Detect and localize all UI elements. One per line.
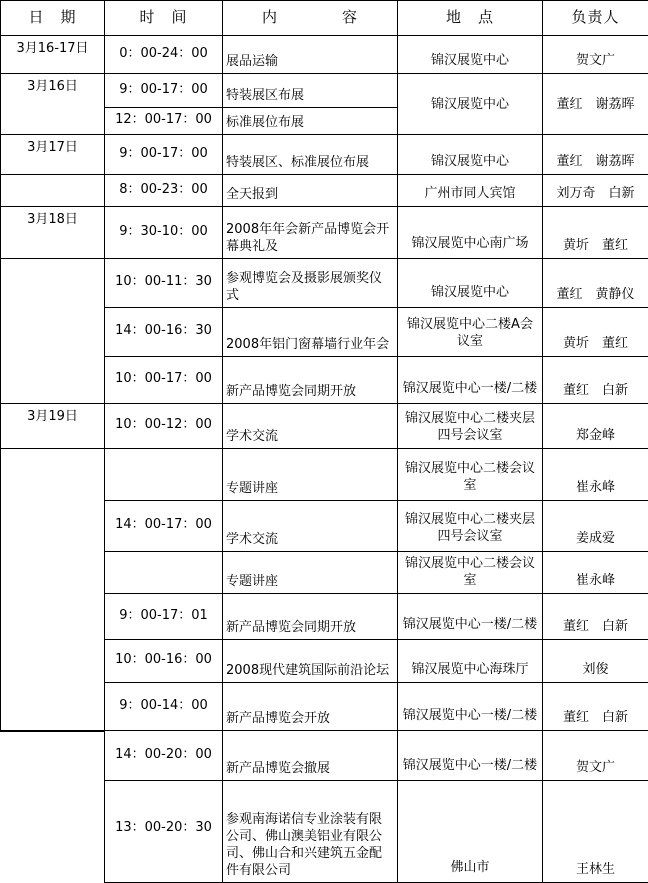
time-cell — [104, 730, 223, 781]
location-text: 锦汉展览中心 — [430, 97, 509, 112]
date-cell — [0, 448, 105, 731]
content-cell — [222, 403, 398, 449]
owner-text: 崔永峰 — [575, 573, 615, 588]
location-text: 锦汉展览中心二楼A会议室 — [407, 317, 533, 349]
owner-text: 黄圻 董红 — [562, 238, 628, 253]
owner-cell — [542, 35, 648, 74]
time-text: 9：00-17：01 — [119, 607, 208, 623]
owner-cell — [542, 307, 648, 357]
content-cell — [222, 206, 398, 259]
owner-text: 郑金峰 — [575, 428, 615, 443]
time-text: 14：00-17：00 — [115, 517, 212, 532]
owner-cell — [542, 500, 648, 552]
owner-cell — [542, 593, 648, 640]
date-cell — [0, 73, 105, 135]
location-cell — [397, 730, 543, 781]
time-text: 9：30-10：00 — [119, 223, 208, 239]
location-text: 锦汉展览中心海珠厅 — [411, 662, 529, 677]
content-cell — [222, 639, 398, 683]
time-cell — [104, 258, 223, 308]
owner-cell — [542, 134, 648, 175]
content-text: 新产品博览会撤展 — [226, 761, 331, 776]
content-text: 2008年铝门窗幕墙行业年会 — [226, 337, 390, 352]
content-cell — [222, 35, 398, 74]
content-text: 2008现代建筑国际前沿论坛 — [226, 663, 390, 678]
time-text: 14：00-16：30 — [115, 323, 212, 338]
location-text: 锦汉展览中心一楼/二楼 — [402, 381, 538, 396]
location-cell — [397, 593, 543, 640]
location-text: 锦汉展览中心二楼夹层四号会议室 — [404, 411, 535, 443]
date-cell — [0, 35, 105, 74]
content-text: 新产品博览会同期开放 — [226, 384, 357, 399]
location-text: 锦汉展览中心二楼夹层四号会议室 — [404, 512, 535, 544]
owner-cell — [542, 780, 648, 883]
owner-text: 贺文广 — [575, 53, 615, 68]
owner-text: 姜成爱 — [575, 531, 615, 546]
content-text: 2008年年会新产品博览会开幕典礼及 — [226, 222, 390, 254]
owner-text: 刘万奇 白新 — [556, 186, 635, 201]
content-cell — [222, 780, 398, 883]
owner-cell — [542, 551, 648, 594]
time-text: 9：00-17：00 — [119, 81, 208, 97]
content-text: 新产品博览会同期开放 — [226, 620, 357, 635]
location-text: 锦汉展览中心南广场 — [411, 236, 529, 251]
time-cell — [104, 403, 223, 449]
content-text: 专题讲座 — [226, 574, 279, 589]
date-text: 3月18日 — [27, 212, 78, 227]
owner-text: 刘俊 — [582, 662, 609, 677]
date-cell — [0, 134, 105, 175]
owner-cell — [542, 73, 648, 135]
location-cell — [397, 174, 543, 207]
content-cell — [222, 307, 398, 357]
header-date-cell — [0, 0, 105, 36]
content-text: 特装展区、标准展位布展 — [226, 155, 370, 170]
content-cell — [222, 730, 398, 781]
date-text: 3月16-17日 — [16, 41, 89, 56]
content-cell — [222, 258, 398, 308]
time-text: 10：00-17：00 — [115, 371, 212, 386]
content-cell — [222, 356, 398, 404]
location-cell — [397, 35, 543, 74]
time-cell — [104, 551, 223, 594]
location-cell — [397, 73, 543, 135]
location-cell — [397, 448, 543, 501]
time-text: 13：00-20：30 — [115, 820, 212, 835]
location-cell — [397, 639, 543, 683]
location-text: 锦汉展览中心二楼会议室 — [404, 461, 535, 493]
location-text: 锦汉展览中心一楼/二楼 — [402, 617, 538, 632]
location-cell — [397, 551, 543, 594]
content-cell — [222, 682, 398, 731]
content-cell — [222, 500, 398, 552]
time-text: 12：00-17：00 — [115, 112, 212, 127]
content-text: 学术交流 — [226, 429, 279, 444]
content-cell — [222, 551, 398, 594]
header-content: 内 容 — [261, 8, 358, 26]
owner-text: 董红 谢荔晖 — [556, 154, 635, 169]
content-cell — [222, 107, 398, 135]
header-location: 地 点 — [445, 8, 494, 26]
time-text: 9：00-17：00 — [119, 145, 208, 161]
content-text: 标准展位布展 — [226, 115, 305, 130]
location-cell — [397, 500, 543, 552]
time-text: 0：00-24：00 — [119, 45, 208, 61]
location-text: 佛山市 — [450, 860, 490, 875]
content-text: 全天报到 — [226, 187, 279, 202]
date-text: 3月17日 — [27, 140, 78, 155]
owner-text: 董红 白新 — [562, 619, 628, 634]
time-cell — [104, 35, 223, 74]
content-text: 学术交流 — [226, 532, 279, 547]
location-cell — [397, 206, 543, 259]
date-cell — [0, 174, 105, 207]
header-owner-cell — [542, 0, 648, 36]
location-text: 锦汉展览中心二楼会议室 — [404, 556, 535, 588]
time-cell — [104, 500, 223, 552]
location-cell — [397, 780, 543, 883]
content-text: 参观博览会及摄影展颁奖仪式 — [226, 271, 383, 303]
time-text: 8：00-23：00 — [119, 181, 208, 197]
owner-text: 黄圻 董红 — [562, 336, 628, 351]
owner-cell — [542, 682, 648, 731]
time-cell — [104, 639, 223, 683]
content-cell — [222, 134, 398, 175]
date-cell — [0, 403, 105, 449]
date-text: 3月16日 — [27, 79, 78, 94]
time-text: 10：00-12：00 — [115, 417, 212, 432]
time-text: 10：00-11：30 — [115, 274, 212, 289]
owner-cell — [542, 356, 648, 404]
owner-text: 董红 黄静仪 — [556, 287, 635, 302]
time-cell — [104, 307, 223, 357]
location-cell — [397, 258, 543, 308]
header-owner: 负责人 — [571, 8, 620, 26]
date-cell — [0, 258, 105, 404]
content-text: 特装展区布展 — [226, 88, 305, 103]
header-location-cell — [397, 0, 543, 36]
location-cell — [397, 682, 543, 731]
time-text: 14：00-20：00 — [115, 746, 212, 762]
content-text: 展品运输 — [226, 54, 279, 69]
header-content-cell — [222, 0, 398, 36]
owner-text: 王林生 — [575, 862, 615, 877]
date-cell — [0, 730, 105, 732]
content-cell — [222, 593, 398, 640]
location-text: 广州市同人宾馆 — [424, 186, 516, 201]
header-date: 日 期 — [28, 8, 77, 26]
time-cell — [104, 174, 223, 207]
time-cell — [104, 73, 223, 108]
location-cell — [397, 356, 543, 404]
time-cell — [104, 206, 223, 259]
location-cell — [397, 134, 543, 175]
content-text: 新产品博览会开放 — [226, 711, 331, 726]
owner-cell — [542, 206, 648, 259]
owner-text: 董红 白新 — [562, 383, 628, 398]
header-time-cell — [104, 0, 223, 36]
date-text: 3月19日 — [27, 409, 78, 424]
owner-cell — [542, 403, 648, 449]
header-time: 时 间 — [139, 8, 188, 26]
time-text: 10：00-16：00 — [115, 652, 212, 667]
content-text: 专题讲座 — [226, 481, 279, 496]
content-cell — [222, 73, 398, 108]
owner-text: 贺文广 — [575, 760, 615, 775]
content-text: 参观南海诺信专业涂装有限公司、佛山澳美铝业有限公司、佛山合和兴建筑五金配件有限公司 — [226, 812, 383, 878]
location-text: 锦汉展览中心 — [430, 285, 509, 300]
owner-cell — [542, 448, 648, 501]
content-cell — [222, 174, 398, 207]
location-cell — [397, 403, 543, 449]
location-cell — [397, 307, 543, 357]
owner-text: 崔永峰 — [575, 480, 615, 495]
owner-cell — [542, 174, 648, 207]
time-cell — [104, 107, 223, 135]
owner-text: 董红 白新 — [562, 710, 628, 725]
time-cell — [104, 356, 223, 404]
time-cell — [104, 593, 223, 640]
time-cell — [104, 448, 223, 501]
owner-text: 董红 谢荔晖 — [556, 97, 635, 112]
location-text: 锦汉展览中心一楼/二楼 — [402, 758, 538, 773]
owner-cell — [542, 730, 648, 781]
location-text: 锦汉展览中心 — [430, 154, 509, 169]
time-cell — [104, 682, 223, 731]
time-text: 9：00-14：00 — [119, 697, 208, 713]
time-cell — [104, 134, 223, 175]
location-text: 锦汉展览中心一楼/二楼 — [402, 708, 538, 723]
time-cell — [104, 780, 223, 883]
date-cell — [0, 206, 105, 259]
content-cell — [222, 448, 398, 501]
owner-cell — [542, 639, 648, 683]
location-text: 锦汉展览中心 — [430, 53, 509, 68]
owner-cell — [542, 258, 648, 308]
